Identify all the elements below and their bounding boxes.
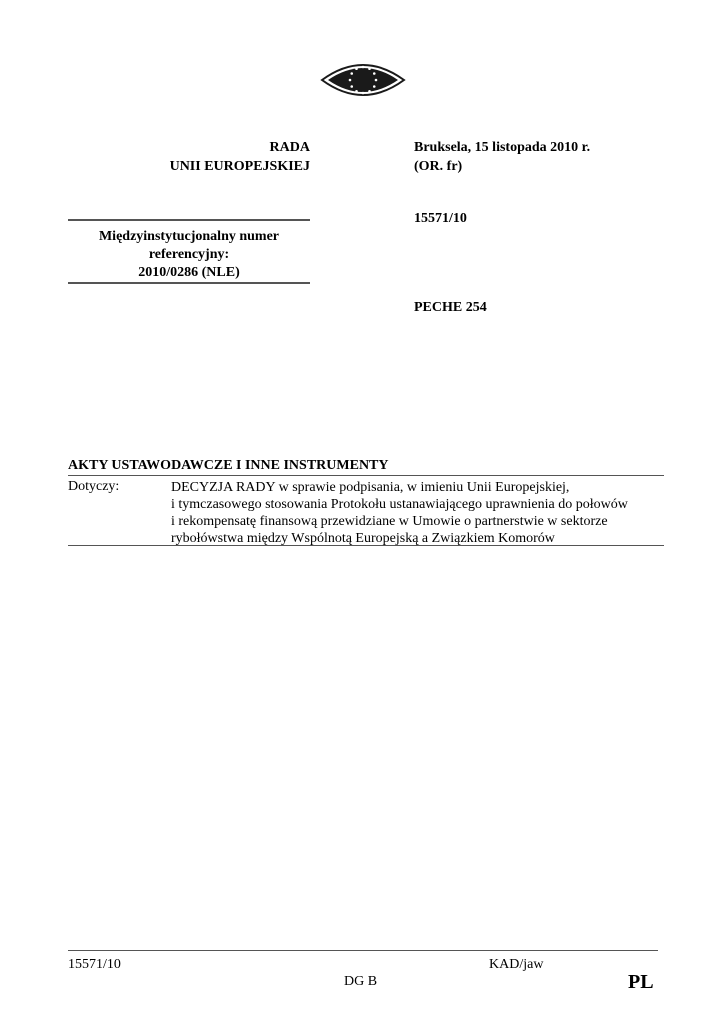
document-number: 15571/10: [414, 211, 467, 226]
subject-line: i rekompensatę finansową przewidziane w Umowie o partnerstwie w sektorze: [171, 514, 608, 529]
ref-label-line2: referencyjny:: [148, 247, 230, 262]
ref-bottom-rule: [68, 282, 310, 284]
subject-line: i tymczasowego stosowania Protokołu ustanawiającego uprawnienia do połowów: [171, 497, 628, 512]
logo-star: [362, 66, 365, 69]
logo-star: [373, 85, 376, 88]
footer-directorate: DG B: [344, 974, 378, 989]
place-date: Bruksela, 15 listopada 2010 r.: [414, 140, 591, 155]
logo-star: [349, 79, 352, 82]
logo-star: [368, 67, 371, 70]
section-bottom-rule: [68, 545, 664, 546]
subject-label: Dotyczy:: [68, 479, 120, 494]
ref-label-line1: Międzyinstytucjonalny numer: [98, 229, 280, 244]
logo-star: [355, 67, 358, 70]
footer-doc-number: 15571/10: [68, 957, 121, 972]
logo-star: [368, 90, 371, 93]
logo-star: [373, 72, 376, 75]
logo-star: [362, 92, 365, 95]
footer-language: PL: [628, 971, 654, 993]
interinstitutional-reference: [68, 228, 310, 282]
logo-star: [355, 90, 358, 93]
section-top-rule: [68, 475, 664, 476]
section-title: AKTY USTAWODAWCZE I INNE INSTRUMENTY: [68, 458, 389, 473]
subject-line: rybołówstwa między Wspólnotą Europejską a Związkiem Komorów: [171, 531, 555, 546]
logo-star: [350, 85, 353, 88]
council-name-line2: UNII EUROPEJSKIEJ: [169, 159, 310, 174]
council-logo-icon: [318, 56, 408, 104]
subject-text: [171, 479, 661, 547]
classification: PECHE 254: [414, 300, 487, 315]
original-language: (OR. fr): [414, 159, 463, 174]
ref-top-rule: [68, 219, 310, 221]
logo-star: [350, 72, 353, 75]
subject-line: DECYZJA RADY w sprawie podpisania, w imieniu Unii Europejskiej,: [171, 480, 570, 495]
footer-rule: [68, 950, 658, 951]
council-name-line1: RADA: [269, 140, 310, 155]
ref-number: 2010/0286 (NLE): [138, 265, 240, 280]
footer-initials: KAD/jaw: [489, 957, 544, 972]
logo-star: [375, 79, 378, 82]
